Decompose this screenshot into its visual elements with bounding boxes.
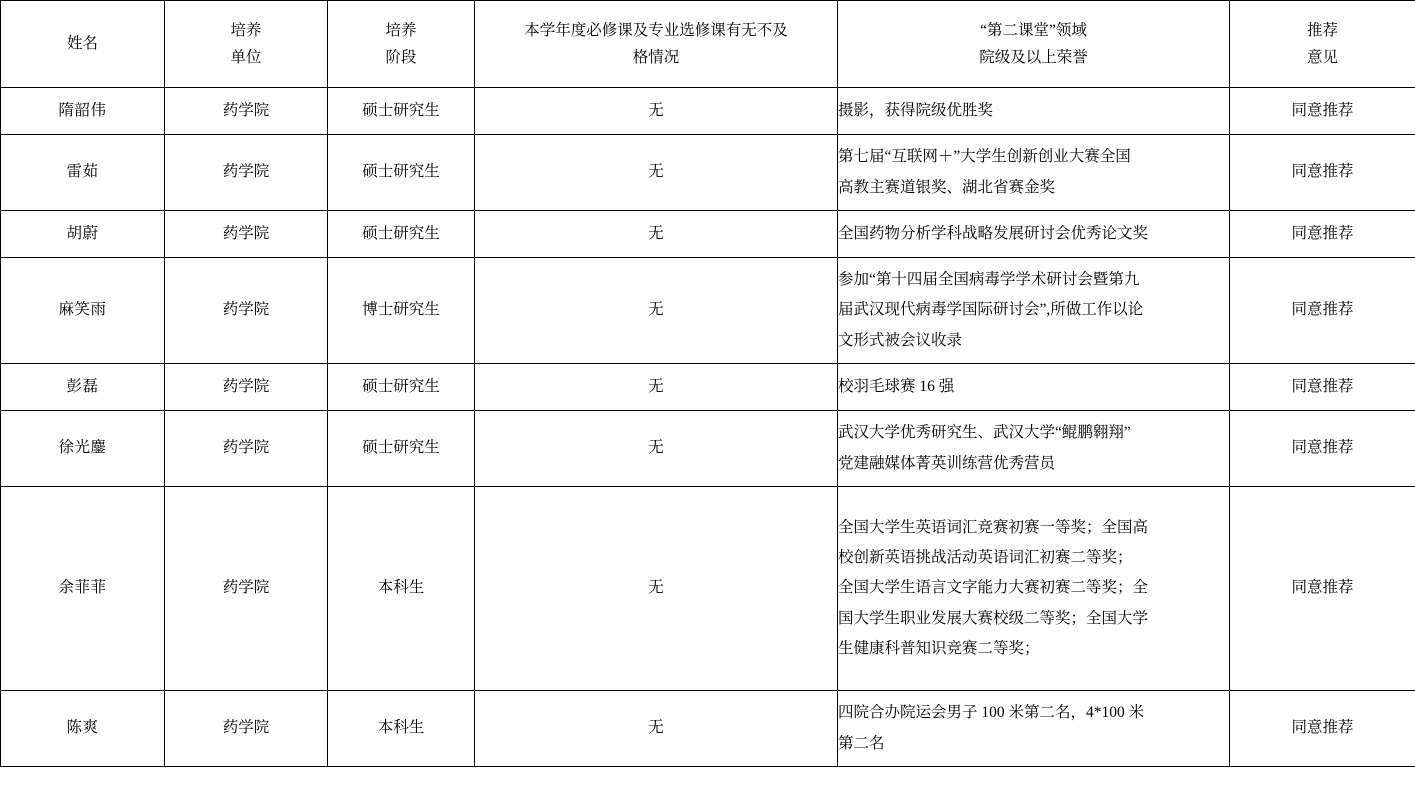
cell-unit: 药学院 [165, 487, 328, 691]
cell-recommendation: 同意推荐 [1230, 135, 1415, 211]
cell-failing-courses: 无 [475, 211, 838, 258]
table-row [1, 411, 1415, 487]
cell-unit: 药学院 [165, 211, 328, 258]
cell-honors-line: 党建融媒体菁英训练营优秀营员 [838, 454, 1056, 472]
cell-honors-line: 校创新英语挑战活动英语词汇初赛二等奖； [838, 549, 1133, 567]
column-header-recommendation-line2: 意见 [1306, 49, 1338, 66]
cell-recommendation: 同意推荐 [1230, 691, 1415, 767]
cell-name: 隋韶伟 [1, 88, 165, 135]
cell-honors-line: 参加“第十四届全国病毒学学术研讨会暨第九 [838, 271, 1140, 289]
cell-honors-line: 四院合办院运会男子 100 米第二名，4*100 米 [838, 704, 1145, 722]
cell-honors-line: 生健康科普知识竞赛二等奖； [838, 639, 1040, 657]
table-row [1, 487, 1415, 691]
cell-unit: 药学院 [165, 364, 328, 411]
cell-honors [838, 258, 1230, 364]
cell-unit: 药学院 [165, 135, 328, 211]
cell-stage: 本科生 [328, 487, 475, 691]
cell-honors-line: 武汉大学优秀研究生、武汉大学“鲲鹏翱翔” [838, 424, 1131, 442]
cell-unit: 药学院 [165, 411, 328, 487]
table-row [1, 88, 1415, 135]
cell-name: 陈爽 [1, 691, 165, 767]
cell-stage: 硕士研究生 [328, 411, 475, 487]
cell-honors-line: 校羽毛球赛 16 强 [838, 377, 955, 395]
column-header-failing-courses-line1: 本学年度必修课及专业选修课有无不及 [524, 21, 788, 39]
cell-honors-line: 国大学生职业发展大赛校级二等奖；全国大学 [838, 609, 1149, 627]
cell-name: 胡蔚 [1, 211, 165, 258]
cell-stage: 硕士研究生 [328, 135, 475, 211]
cell-failing-courses: 无 [475, 88, 838, 135]
column-header-failing-courses-line2: 格情况 [632, 49, 680, 66]
cell-stage: 硕士研究生 [328, 364, 475, 411]
cell-failing-courses: 无 [475, 135, 838, 211]
cell-recommendation: 同意推荐 [1230, 411, 1415, 487]
column-header-unit [165, 1, 328, 88]
column-header-name [1, 1, 165, 88]
column-header-honors [838, 1, 1230, 88]
column-header-unit-line2: 单位 [230, 49, 262, 66]
column-header-recommendation [1230, 1, 1415, 88]
cell-honors-line: 全国药物分析学科战略发展研讨会优秀论文奖 [838, 224, 1149, 242]
cell-honors-line: 全国大学生英语词汇竞赛初赛一等奖；全国高 [838, 518, 1149, 536]
cell-recommendation: 同意推荐 [1230, 364, 1415, 411]
cell-failing-courses: 无 [475, 258, 838, 364]
cell-honors-line: 届武汉现代病毒学国际研讨会”,所做工作以论 [838, 301, 1144, 319]
cell-unit: 药学院 [165, 88, 328, 135]
column-header-honors-line1: “第二课堂”领域 [980, 21, 1087, 39]
table-row [1, 364, 1415, 411]
column-header-stage [328, 1, 475, 88]
table-row [1, 211, 1415, 258]
cell-name: 彭磊 [1, 364, 165, 411]
column-header-failing-courses [475, 1, 838, 88]
cell-name: 雷茹 [1, 135, 165, 211]
cell-failing-courses: 无 [475, 411, 838, 487]
cell-recommendation: 同意推荐 [1230, 211, 1415, 258]
cell-honors [838, 364, 1230, 411]
cell-unit: 药学院 [165, 691, 328, 767]
cell-honors [838, 411, 1230, 487]
table-row [1, 691, 1415, 767]
cell-recommendation: 同意推荐 [1230, 258, 1415, 364]
cell-name: 余菲菲 [1, 487, 165, 691]
cell-stage: 硕士研究生 [328, 211, 475, 258]
cell-stage: 硕士研究生 [328, 88, 475, 135]
column-header-stage-line1: 培养 [385, 21, 417, 39]
cell-honors-line: 文形式被会议收录 [838, 331, 963, 349]
cell-failing-courses: 无 [475, 691, 838, 767]
cell-unit: 药学院 [165, 258, 328, 364]
cell-name: 麻笑雨 [1, 258, 165, 364]
cell-recommendation: 同意推荐 [1230, 487, 1415, 691]
table-row [1, 258, 1415, 364]
cell-name: 徐光鏖 [1, 411, 165, 487]
table-row [1, 135, 1415, 211]
cell-honors [838, 691, 1230, 767]
cell-stage: 博士研究生 [328, 258, 475, 364]
column-header-unit-line1: 培养 [230, 21, 262, 39]
cell-honors-line: 全国大学生语言文字能力大赛初赛二等奖；全 [838, 579, 1149, 597]
cell-honors [838, 487, 1230, 691]
cell-honors-line: 摄影，获得院级优胜奖 [838, 101, 994, 119]
cell-honors [838, 211, 1230, 258]
cell-honors-line: 第七届“互联网＋”大学生创新创业大赛全国 [838, 148, 1131, 166]
cell-failing-courses: 无 [475, 487, 838, 691]
cell-honors [838, 88, 1230, 135]
cell-failing-courses: 无 [475, 364, 838, 411]
column-header-honors-line2: 院级及以上荣誉 [979, 49, 1088, 66]
table-header-row [1, 1, 1415, 88]
cell-honors-line: 第二名 [838, 734, 885, 752]
cell-recommendation: 同意推荐 [1230, 88, 1415, 135]
column-header-stage-line2: 阶段 [385, 49, 417, 66]
cell-honors [838, 135, 1230, 211]
cell-stage: 本科生 [328, 691, 475, 767]
cell-honors-line: 高教主赛道银奖、湖北省赛金奖 [838, 178, 1056, 196]
column-header-name-line1: 姓名 [66, 35, 98, 53]
column-header-recommendation-line1: 推荐 [1306, 21, 1338, 39]
